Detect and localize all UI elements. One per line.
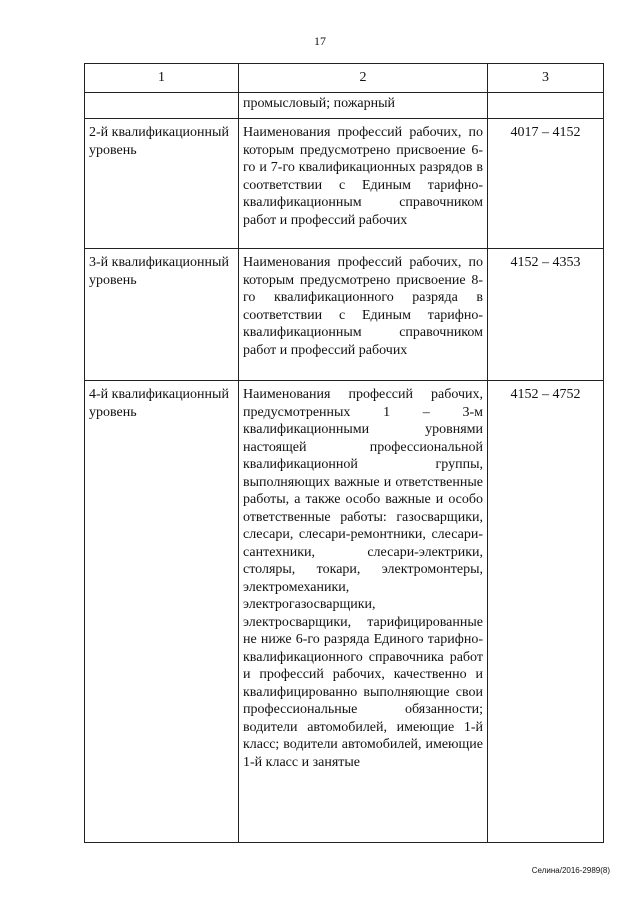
header-col-3: 3 (488, 64, 604, 93)
qualification-level-cell: 3-й квалификационный уровень (85, 249, 239, 381)
profession-description-cell: Наименования профессий рабочих, по которым предусмотрено присвоение 8-го квалификационного разряда в соответствии с Единым тарифно-квалификационным справочником работ и профессий рабочих (239, 249, 488, 381)
table-header-row (85, 64, 604, 93)
salary-range-cell: 4152 – 4752 (488, 381, 604, 843)
table-row-continuation (85, 93, 604, 119)
profession-description-cell: Наименования профессий рабочих, по которым предусмотрено присвоение 6-го и 7-го квалификационных разрядов в соответствии с Единым тарифно-квалификационным справочником работ и профессий рабочих (239, 119, 488, 249)
table-row (85, 119, 604, 249)
page-number: 17 (314, 34, 326, 48)
header-col-2: 2 (239, 64, 488, 93)
qualification-table (84, 63, 604, 843)
salary-range-cell: 4017 – 4152 (488, 119, 604, 249)
qualification-level-cell: 4-й квалификационный уровень (85, 381, 239, 843)
table-row (85, 249, 604, 381)
header-col-1: 1 (85, 64, 239, 93)
continuation-range-cell (488, 93, 604, 119)
table-row (85, 381, 604, 843)
salary-range-cell: 4152 – 4353 (488, 249, 604, 381)
continuation-level-cell (85, 93, 239, 119)
qualification-level-cell: 2-й квалификационный уровень (85, 119, 239, 249)
document-footer-code: Селина/2016-2989(8) (531, 866, 610, 875)
profession-description-cell: Наименования профессий рабочих, предусмотренных 1 – 3-м квалификационными уровнями настоящей профессиональной квалификационной группы, выполняющих важные и ответственные работы, а также особо важные и особо ответственные работы: газосварщики, слесари, слесари-ремонтники, слесари-сантехники, слесари-электрики, столяры, токари, электромонтеры, электромеханики, электрогазосварщики, электросварщики, тарифицированные не ниже 6-го разряда Единого тарифно-квалификационного справочника работ и профессий рабочих, качественно и квалифицированно выполняющие свои профессиональные обязанности; водители автомобилей, имеющие 1-й класс; водители автомобилей, имеющие 1-й класс и занятые (239, 381, 488, 843)
continuation-description-cell: промысловый; пожарный (239, 93, 488, 119)
